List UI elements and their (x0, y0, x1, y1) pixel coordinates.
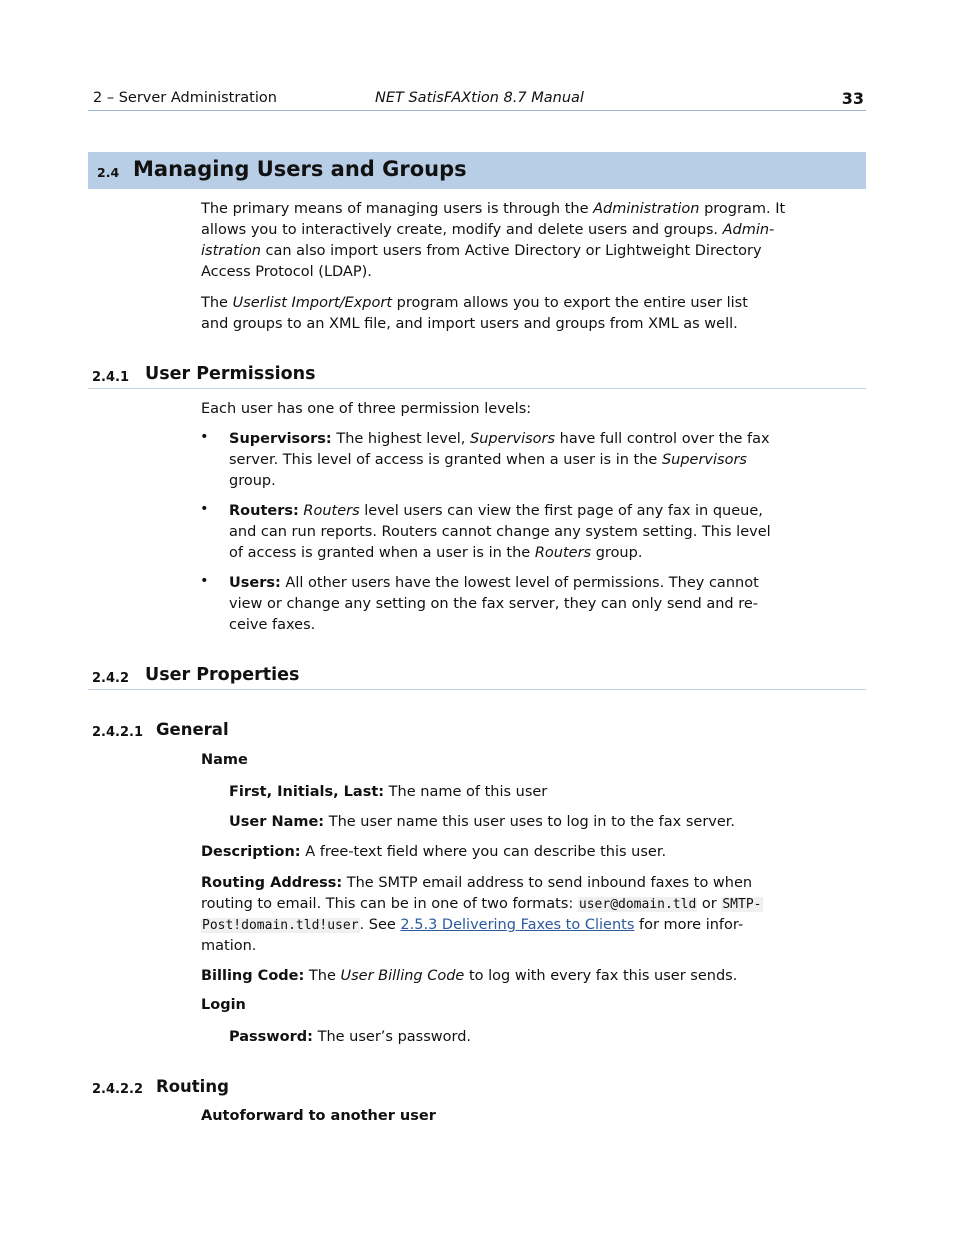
subsection-heading-permissions (88, 364, 866, 389)
subsubsection-title: Routing (156, 1077, 229, 1096)
permission-routers: Routers: Routers level users can view the first page of any fax in queue, and can run reports. Routers cannot change any system setting. This level of access is granted when a user is in the Routers group. (229, 503, 771, 561)
permission-users: Users: All other users have the lowest level of permissions. They cannot view or change any setting on the fax server, they can only send and re- ceive faxes. (229, 575, 759, 633)
subsection-heading-properties (88, 665, 866, 690)
property-billing-code: Billing Code: The User Billing Code to log with every fax this user sends. (201, 968, 738, 984)
property-user-name: User Name: The user name this user uses to log in to the fax server. (229, 814, 736, 830)
bullet-icon: • (200, 501, 209, 517)
section-title: Managing Users and Groups (133, 157, 467, 181)
subsection-number: 2.4.2 (92, 671, 130, 686)
property-routing-address: Routing Address: The SMTP email address to send inbound faxes to when routing to email. This can be in one of two formats: user@domain.tld or SMTP- Post!domain.tld!user. See 2.5.3 Delivering Faxes to Clients for more infor- mation. (201, 875, 762, 954)
subsection-title: User Properties (145, 665, 300, 685)
delivering-faxes-link[interactable]: 2.5.3 Delivering Faxes to Clients (400, 917, 635, 933)
permissions-intro: Each user has one of three permission levels: (201, 401, 532, 417)
subsection-title: User Permissions (145, 364, 316, 384)
running-header (88, 88, 866, 111)
bullet-icon: • (200, 573, 209, 589)
subsubsection-number: 2.4.2.2 (92, 1082, 143, 1097)
property-password: Password: The user’s password. (229, 1029, 472, 1045)
login-label: Login (201, 997, 246, 1013)
section-heading (88, 152, 866, 189)
permission-supervisors: Supervisors: The highest level, Supervisors have full control over the fax server. This level of access is granted when a user is in the Supervisors group. (229, 431, 770, 489)
property-first-initials-last: First, Initials, Last: The name of this user (229, 784, 548, 800)
intro-paragraph-1: The primary means of managing users is through the Administration program. It allows you to interactively create, modify and delete users and groups. Admin- istration can also import users from Active Directory or Lightweight Directory Access Protocol (LDAP). (201, 201, 786, 280)
subsection-number: 2.4.1 (92, 370, 130, 385)
header-chapter: 2 – Server Administration (93, 90, 277, 106)
intro-paragraph-2: The Userlist Import/Export program allows you to export the entire user list and groups to an XML file, and import users and groups from XML as well. (201, 295, 748, 332)
property-description: Description: A free-text field where you can describe this user. (201, 844, 667, 860)
name-label: Name (201, 752, 248, 768)
subsubsection-number: 2.4.2.1 (92, 725, 143, 740)
autoforward-label: Autoforward to another user (201, 1108, 436, 1124)
subsubsection-title: General (156, 720, 229, 739)
header-page-number: 33 (841, 89, 864, 108)
section-number: 2.4 (97, 165, 120, 180)
header-manual-title: NET SatisFAXtion 8.7 Manual (375, 90, 584, 106)
bullet-icon: • (200, 429, 209, 445)
